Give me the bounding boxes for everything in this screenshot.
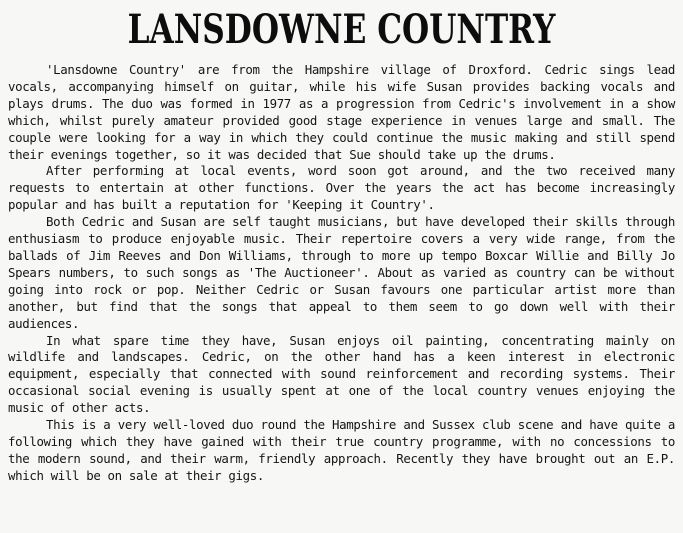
article-title: LANSDOWNE COUNTRY xyxy=(127,6,556,53)
paragraph-hobbies: In what spare time they have, Susan enjoys oil painting, concentrating mainly on wildlife and landscapes. Cedric, on the other hand has a keen interest in electronic equipment, especially that connected with sound reinforcement and recording systems. Their occasional social evening is usually spent at one of the local country venues enjoying the music of other acts. xyxy=(8,332,675,416)
paragraph-closing: This is a very well-loved duo round the Hampshire and Sussex club scene and have quite a following which they have gained with their true country programme, with no concessions to the modern sound, and their warm, friendly approach. Recently they have brought out an E.P. which will be on sale at their gigs. xyxy=(8,417,675,483)
paragraph-reputation: After performing at local events, word soon got around, and the two received many requests to entertain at other functions. Over the years the act has become increasingly popular and has built a reputation for 'Keeping it Country'. xyxy=(8,163,675,213)
article-body xyxy=(8,62,675,485)
paragraph-repertoire: Both Cedric and Susan are self taught musicians, but have developed their skills through enthusiasm to produce enjoyable music. Their repertoire covers a very wide range, from the ballads of Jim Reeves and Don Williams, through to more up tempo Boxcar Willie and Billy Jo Spears numbers, to such songs as 'The Auctioneer'. About as varied as country can be without going into rock or pop. Neither Cedric or Susan favours one particular artist more than another, but find that the songs that appeal to them seem to go down well with their audiences. xyxy=(8,214,675,331)
paragraph-intro: 'Lansdowne Country' are from the Hampshire village of Droxford. Cedric sings lead vocals, accompanying himself on guitar, while his wife Susan provides backing vocals and plays drums. The duo was formed in 1977 as a progression from Cedric's involvement in a show which, whilst purely amateur provided good stage experience in venues large and small. The couple were looking for a way in which they could continue the music making and still spend their evenings together, so it was decided that Sue should take up the drums. xyxy=(8,62,675,162)
